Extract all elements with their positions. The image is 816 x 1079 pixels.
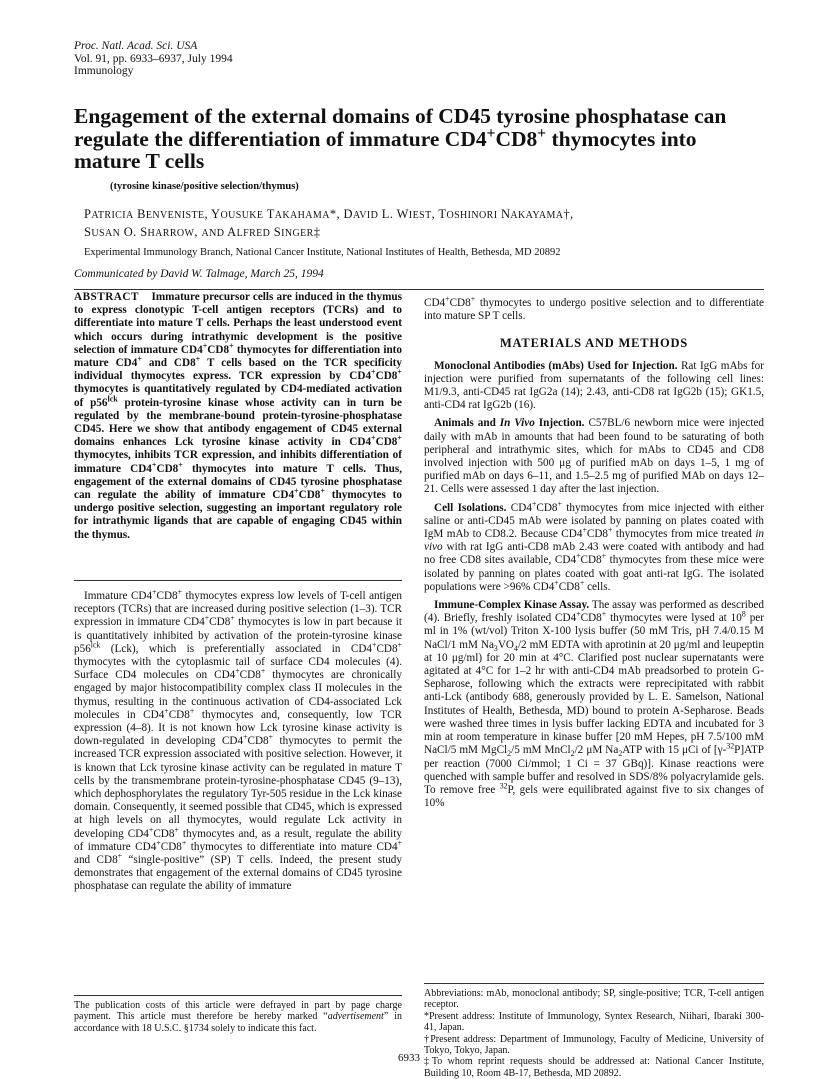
intro-paragraph: Immature CD4+CD8+ thymocytes express low levels of T-cell antigen receptors (TCRs) that are increased during positive selection (1–3). TCR expression in immature CD4+CD8+ thymocytes is low in part because it is quantitatively inhibited by activation of the protein-tyrosine kinase $p56^{lck}$ (Lck), which is preferentially associated in CD4+CD8+ thymocytes with the cytoplasmic tail of surface CD4 molecules (4). Surface CD4 molecules on CD4+CD8+ thymocytes are chronically engaged by major histocompatibility complex class II molecules in the thymus, resulting in the continuous activation of CD4-associated Lck molecules in CD4+CD8+ thymocytes and, consequently, low TCR expression (4–8). It is not known how Lck tyrosine kinase activity is down-regulated in developing CD4+CD8+ thymocytes to permit the increased TCR expression associated with positive selection. However, it is known that Lck tyrosine kinase activity can be regulated in mature T cells by the transmembrane protein-tyrosine-phosphatase CD45 (9–13), which dephosphorylates the regulatory Tyr-505 residue in the Lck kinase domain. Consequently, it seemed possible that CD45, which is expressed at high levels on all thymocytes, would regulate Lck activity in developing CD4+CD8+ thymocytes and, as a result, regulate the ability of immature CD4+CD8+ thymocytes to differentiate into mature CD4+ and CD8+ “single-positive” (SP) T cells. Indeed, the present study demonstrates that engagement of the external domains of CD45 tyrosine phosphatase can regulate the ability of immature (74, 587, 403, 893)
mab-paragraph (424, 360, 764, 413)
right-column (424, 294, 765, 810)
abstract-label: ABSTRACT (74, 291, 139, 303)
header-rule (74, 289, 764, 290)
kinase-heading: Immune-Complex Kinase Assay. (434, 599, 590, 612)
animals-heading: Animals and In Vivo Injection. (434, 417, 585, 430)
mab-text: Rat IgG mAbs for injection were purified from supernatants of the following cell lines: M1/9.3, anti-CD45 rat IgG2a (14); 2.43, anti-CD8 rat IgG2b (15); GK1.5, anti-CD4 rat IgG2b (16). (424, 359, 764, 412)
footnotes (424, 988, 764, 1079)
article-title: Engagement of the external domains of CD45 tyrosine phosphatase can regulate the differentiation of immature CD4+CD8+ thymocytes into mature T cells (74, 104, 727, 173)
animals-paragraph: Animals and In Vivo Injection. C57BL/6 newborn mice were injected daily with mAb in amounts that had been found to be saturating of both peripheral and intrathymic sites, which for mAbs to CD45 and CD8 involved injection with 500 μg of purified mAb on days 1–5, 1 mg of purified mAb on days 6–11, and 1.5–2.5 mg of purified MAb on days 12–21. Cells were assessed 1 day after the last injection. (424, 417, 764, 496)
communicated-by: Communicated by David W. Talmage, March 25, 1994 (74, 268, 324, 280)
methods-heading: MATERIALS AND METHODS (499, 336, 689, 351)
footnote-rule (424, 983, 764, 984)
pubcost-rule (74, 995, 402, 996)
author-list: PATRICIA BENVENISTE, YOUSUKE TAKAHAMA*, DAVID L. WIEST, TOSHINORI NAKAYAMA†, SUSAN O. SHARROW, AND ALFRED SINGER‡ (84, 207, 574, 239)
footnote-1: *Present address: Institute of Immunology, Syntex Research, Niihari, Ibaraki 300-41, Japan. (424, 1010, 764, 1034)
intro-continuation: CD4+CD8+ thymocytes to undergo positive selection and to differentiate into mature SP T cells. (424, 294, 764, 323)
mab-heading: Monoclonal Antibodies (mAbs) Used for Injection. (434, 359, 678, 372)
footnote-3: ‡To whom reprint requests should be addressed at: National Cancer Institute, Building 10, Room 4B-17, Bethesda, MD 20892. (424, 1056, 764, 1079)
volume-line: Vol. 91, pp. 6933–6937, July 1994 (74, 52, 233, 65)
abstract-rule (74, 580, 402, 581)
isolation-heading: Cell Isolations. (434, 501, 507, 514)
left-column (74, 587, 403, 894)
isolation-paragraph: Cell Isolations. CD4+CD8+ thymocytes from mice injected with either saline or anti-CD45 mAb were isolated by panning on plates coated with IgM mAb to CD8.2. Because CD4+CD8+ thymocytes from mice treated in vivo with rat IgG anti-CD8 mAb 2.43 were coated with antibody and had no free CD8 sites available, CD4+CD8+ thymocytes from these mice were isolated by panning on plates coated with goat anti-rat IgG. The isolated populations were >96% CD4+CD8+ cells. (424, 498, 765, 593)
abstract-text: ABSTRACT Immature precursor cells are induced in the thymus to express clonotypic T-cell antigen receptors (TCRs) and to differentiate into mature T cells. Perhaps the least understood event which occurs during intrathymic development is the positive selection of immature CD4+CD8+ thymocytes for differentiation into mature CD4+ and CD8+ T cells based on the TCR specificity individual thymocytes express. TCR expression by CD4+CD8+ thymocytes is quantitatively regulated by CD4-mediated activation of $p56^{lck}$ protein-tyrosine kinase whose activity can in turn be regulated by the membrane-bound protein-tyrosine-phosphatase CD45. Here we show that antibody engagement of CD45 external domains enhances Lck tyrosine kinase activity in CD4+CD8+ thymocytes, inhibits TCR expression, and inhibits differentiation of immature CD4+CD8+ thymocytes into mature T cells. Thus, engagement of the external domains of CD45 tyrosine phosphatase can regulate the ability of immature CD4+CD8+ thymocytes to undergo positive selection, suggesting an important regulatory role for intrathymic ligands that are capable of engaging CD45 within the thymus. (74, 291, 403, 541)
abstract (74, 291, 402, 578)
page-number: 6933 (398, 1052, 420, 1064)
publication-costs-note: The publication costs of this article were defrayed in part by page charge payment. This article must therefore be hereby marked “advertisement” in accordance with 18 U.S.C. §1734 solely to indicate this fact. (74, 1000, 402, 1034)
journal-name: Proc. Natl. Acad. Sci. USA (74, 40, 198, 52)
footnote-2: †Present address: Department of Immunology, Faculty of Medicine, University of Tokyo, Tokyo, Japan. (424, 1033, 764, 1057)
journal-header (74, 40, 233, 78)
kinase-paragraph: Immune-Complex Kinase Assay. The assay was performed as described (4). Briefly, freshly isolated CD4+CD8+ thymocytes were lysed at $10^8$ per ml in 1% (wt/vol) Triton X-100 lysis buffer (50 mM Tris, pH 7.4/0.15 M NaCl/1 mM $Na_3VO_4/2$ mM EDTA with aprotinin at 20 μg/ml and leupeptin at 10 μg/ml) for 20 min at 4°C. Clarified post nuclear supernatants were agitated at 4°C for 1–2 hr with anti-CD4 mAb preadsorbed to protein G-Sepharose, following which the extracts were reprecipitated with rabbit anti-Lck (antibody 688, generously provided by L. E. Samelson, National Institutes of Health, Bethesda, MD) bound to protein A-Sepharose. Beads were washed three times in lysis buffer lacking EDTA and incubated for 3 min at room temperature in kinase buffer [20 mM Hepes, pH 7.5/100 mM NaCl/5 mM MgCl$_2$/5 mM MnCl$_2$/2 μM $Na_2ATP$ with 15 μCi of [γ-$^{32}$P]ATP per reaction (7000 Ci/mmol; 1 Ci = 37 GBq)]. Kinase reactions were quenched with sample buffer and resolved in SDS/8% polyacrylamide gels. To remove free $^{32}$P, gels were equilibrated against five to six changes of 10% (424, 599, 765, 810)
affiliation: Experimental Immunology Branch, National Cancer Institute, National Institutes of Health, Bethesda, MD 20892 (84, 247, 561, 258)
journal-section: Immunology (74, 65, 134, 77)
keywords: (tyrosine kinase/positive selection/thymus) (110, 181, 299, 192)
abbreviations-footnote: Abbreviations: mAb, monoclonal antibody; SP, single-positive; TCR, T-cell antigen receptor. (424, 988, 764, 1011)
